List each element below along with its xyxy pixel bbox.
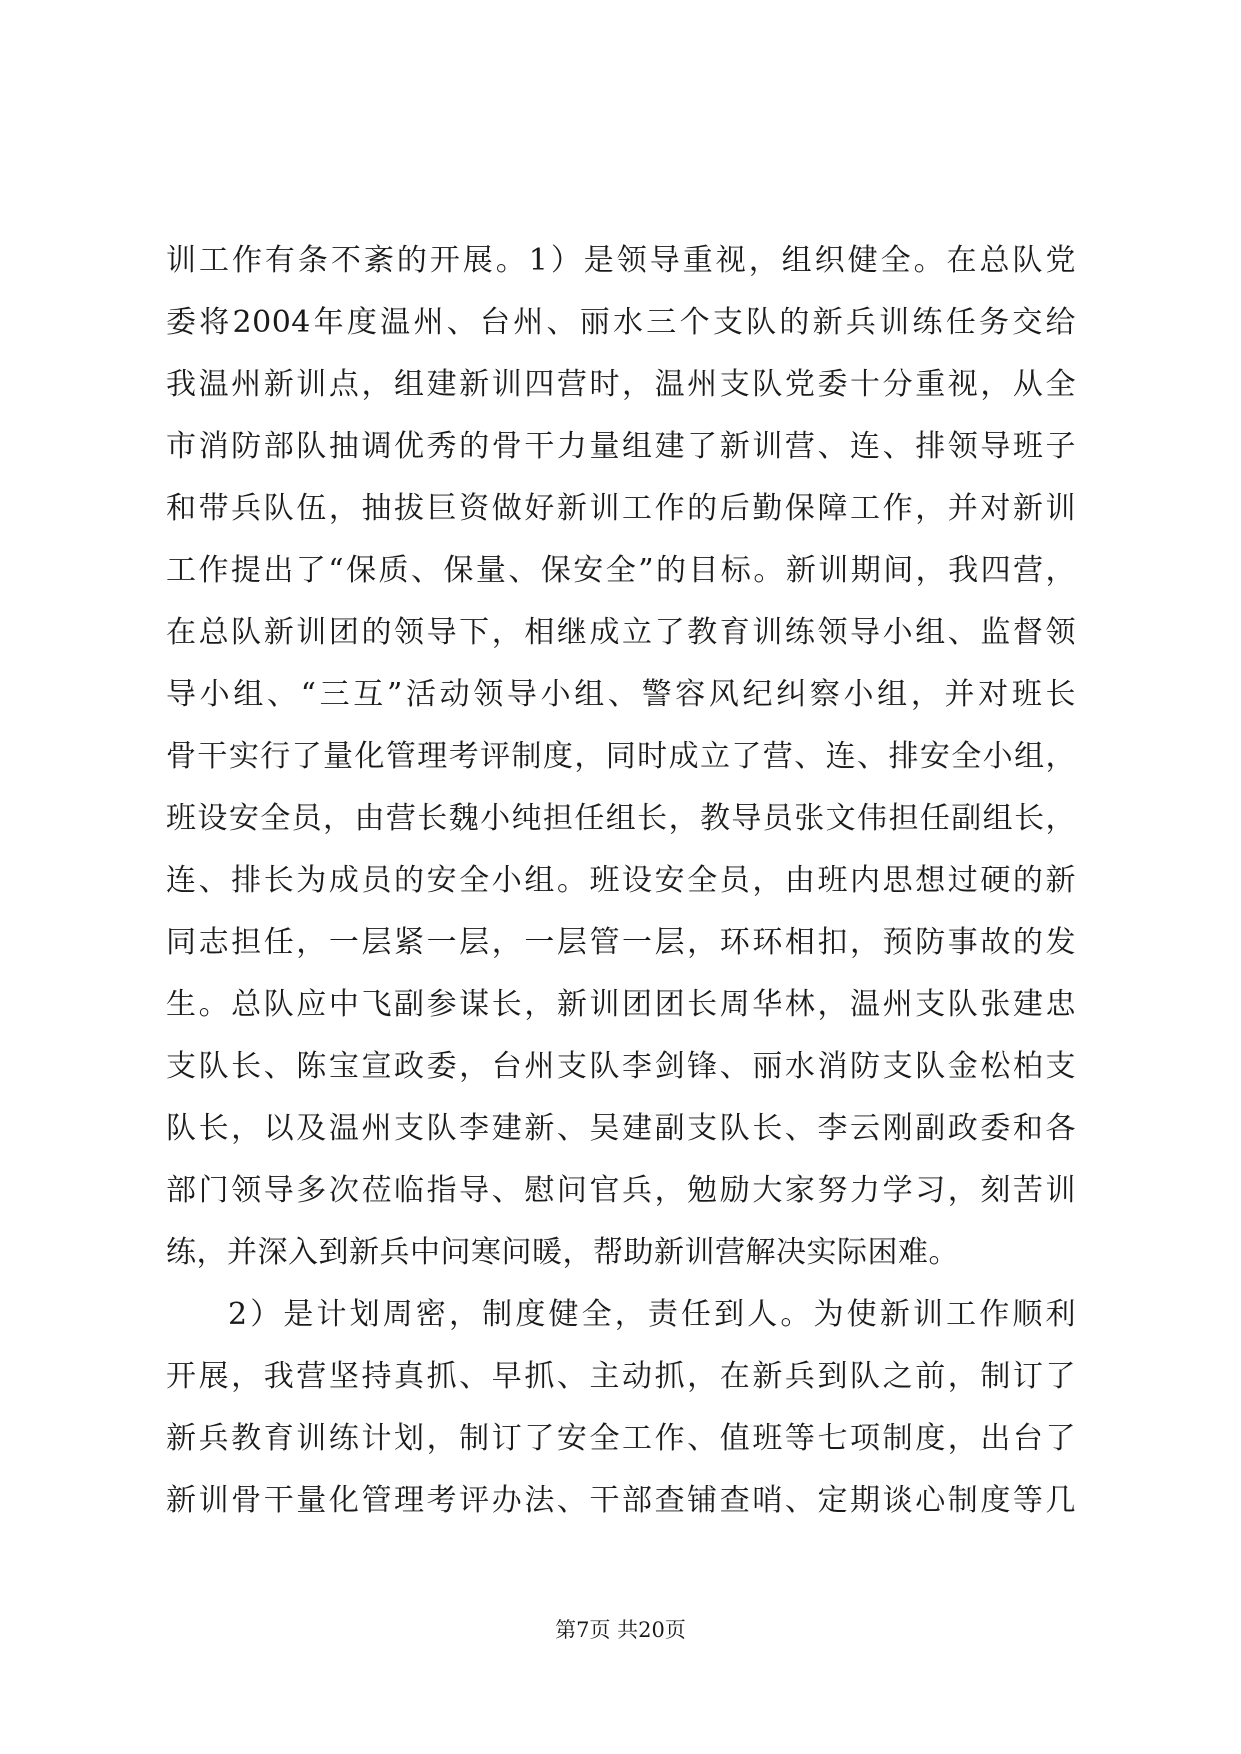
paragraph-1 — [166, 230, 1076, 1284]
paragraph-2 — [166, 1284, 1076, 1532]
page-footer — [0, 1615, 1241, 1645]
text-line: 市消防部队抽调优秀的骨干力量组建了新训营、连、排领导班子 — [166, 429, 1076, 464]
text-line: 新兵教育训练计划，制订了安全工作、值班等七项制度，出台了 — [166, 1421, 1076, 1456]
text-line: 练，并深入到新兵中问寒问暖，帮助新训营解决实际困难。 — [166, 1235, 959, 1270]
text-line: 在总队新训团的领导下，相继成立了教育训练领导小组、监督领 — [166, 615, 1076, 650]
text-line: 2）是计划周密，制度健全，责任到人。为使新训工作顺利 — [228, 1297, 1076, 1332]
text-line: 新训骨干量化管理考评办法、干部查铺查哨、定期谈心制度等几 — [166, 1483, 1076, 1518]
text-line: 工作提出了“保质、保量、保安全”的目标。新训期间，我四营， — [166, 553, 1076, 588]
document-body — [166, 230, 1076, 1532]
text-line: 连、排长为成员的安全小组。班设安全员，由班内思想过硬的新 — [166, 863, 1076, 898]
text-line: 部门领导多次莅临指导、慰问官兵，勉励大家努力学习，刻苦训 — [166, 1173, 1076, 1208]
text-line: 骨干实行了量化管理考评制度，同时成立了营、连、排安全小组， — [166, 739, 1076, 774]
text-line: 同志担任，一层紧一层，一层管一层，环环相扣，预防事故的发 — [166, 925, 1076, 960]
page-number: 第7页 共20页 — [555, 1618, 686, 1642]
text-line: 委将2004年度温州、台州、丽水三个支队的新兵训练任务交给 — [166, 305, 1076, 340]
text-line: 生。总队应中飞副参谋长，新训团团长周华林，温州支队张建忠 — [166, 987, 1076, 1022]
text-line: 班设安全员，由营长魏小纯担任组长，教导员张文伟担任副组长， — [166, 801, 1076, 836]
text-line: 我温州新训点，组建新训四营时，温州支队党委十分重视，从全 — [166, 367, 1076, 402]
text-line: 开展，我营坚持真抓、早抓、主动抓，在新兵到队之前，制订了 — [166, 1359, 1076, 1394]
text-line: 训工作有条不紊的开展。1）是领导重视，组织健全。在总队党 — [166, 243, 1076, 278]
text-line: 和带兵队伍，抽拔巨资做好新训工作的后勤保障工作，并对新训 — [166, 491, 1076, 526]
text-line: 队长，以及温州支队李建新、吴建副支队长、李云刚副政委和各 — [166, 1111, 1076, 1146]
text-line: 导小组、“三互”活动领导小组、警容风纪纠察小组，并对班长 — [166, 677, 1076, 712]
text-line: 支队长、陈宝宣政委，台州支队李剑锋、丽水消防支队金松柏支 — [166, 1049, 1076, 1084]
